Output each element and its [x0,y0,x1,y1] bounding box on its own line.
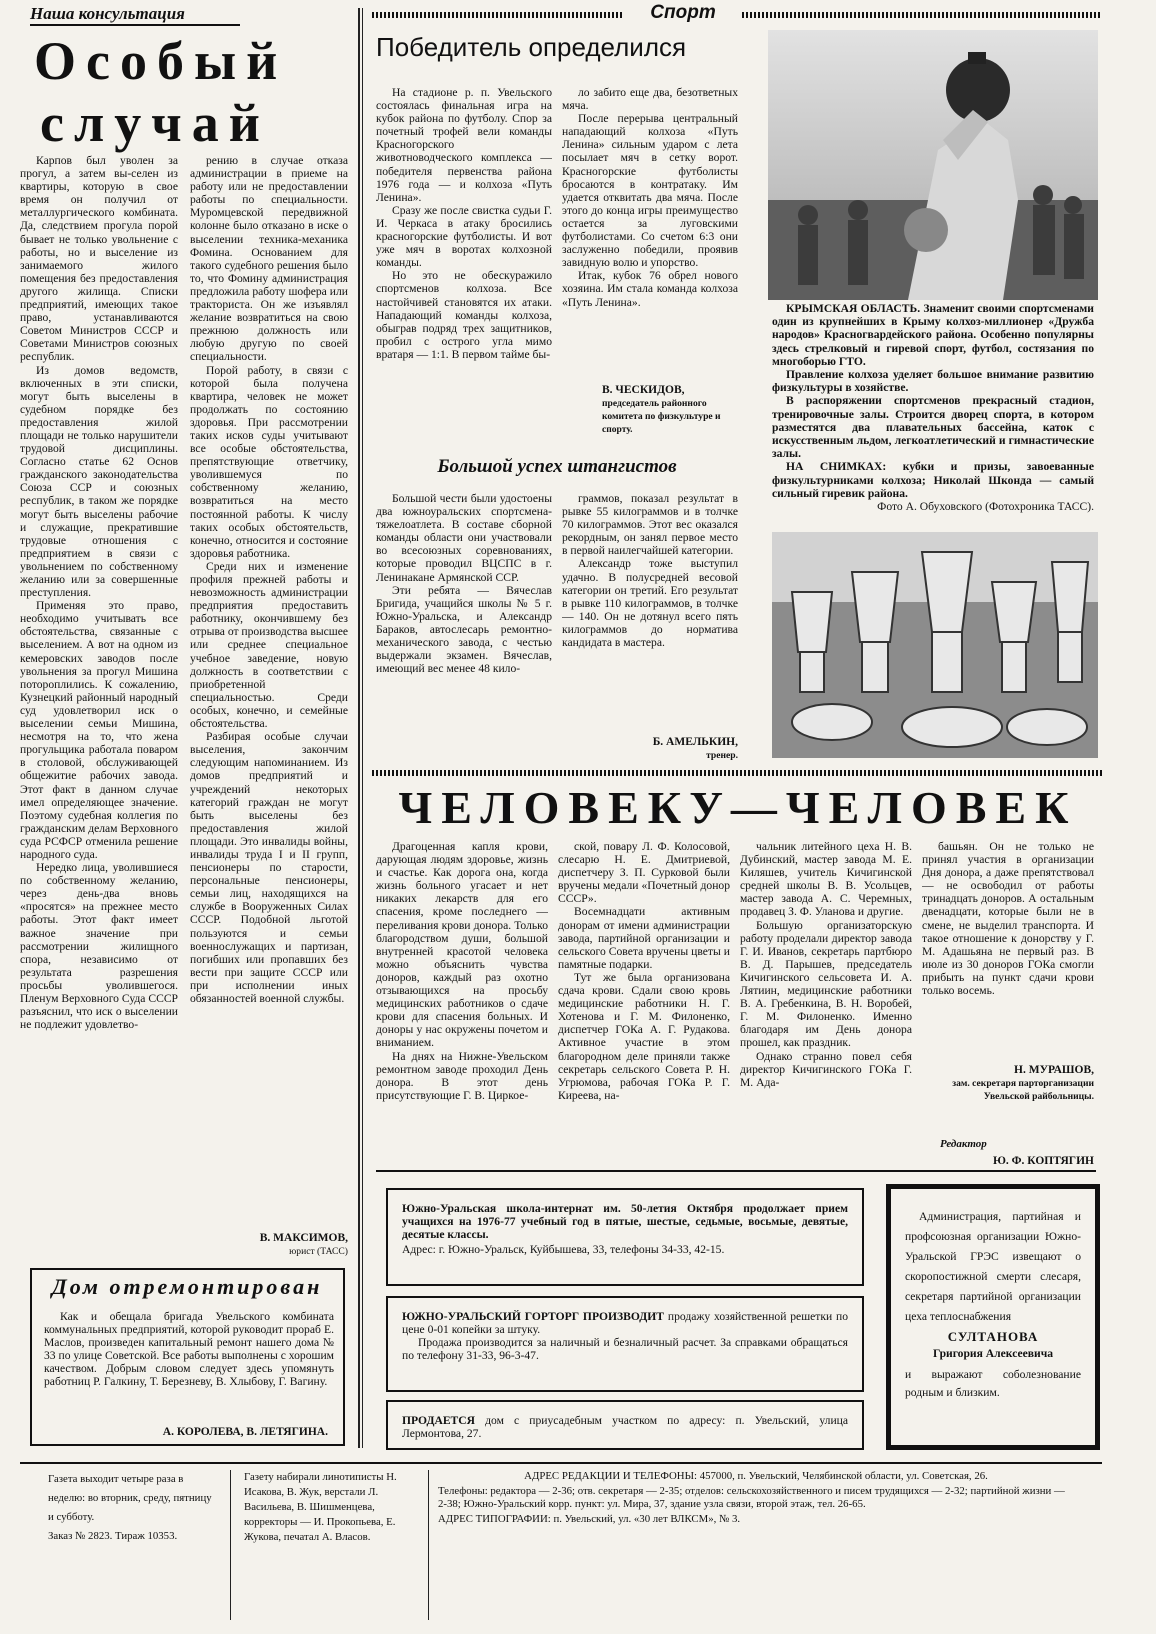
caption-paragraph: НА СНИМКАХ: кубки и призы, завоеванные физкультурниками колхоза; Николай Шконда — самый сильный гиревик района. [772,460,1094,500]
rubric-sport: Спорт [650,2,716,23]
section-underline [376,1170,1096,1172]
school-ad-address: Адрес: г. Южно-Уральск, Куйбышева, 33, телефоны 34-33, 42-15. [402,1243,725,1257]
paragraph: башьян. Он не только не принял участия в организации Дня донора, а даже препятствовал — не освободил от работы тринадцать доноров. А остальным двенадцати, которые были не в смене, не выделил транспорта. И такое отношение к донорству у Г. М. Адашьяна не первый раз. В июле из 30 доноров ГОКа смогли прибыть на пункт сдачи крови только восемь. [922,840,1094,998]
column-divider [362,8,363,1448]
author-signature [190,1232,348,1258]
footer-contacts [438,1470,1074,1526]
photo-credit: Фото А. Обуховского (Фотохроника ТАСС). [877,500,1094,514]
editor-label: Редактор [940,1138,987,1150]
winner-column-1 [376,86,552,446]
paragraph: Но это не обескуражило спортсменов колхоза. Все настойчивей становятся их атаки. Нападающий команды колхоза, обыграв подряд трех защитников, пробил с острого угла мимо вратаря — 1:1. В первом тайме бы- [376,269,552,361]
paragraph: чальник литейного цеха Н. В. Дубинский, мастер завода М. Е. Киляшев, учитель Кичигинской средней школы В. В. Усольцев, мастер завода А. С. Черемных, продавец З. Ф. Уланова и другие. [740,840,912,919]
paragraph: Как и обещала бригада Увельского комбината коммунальных предприятий, которой руководит прораб Е. Маслов, произведен капитальный ремонт нашего дома № 33 по улице Советской. Все работы выполнены с хорошим качеством. Добрым словом следует здесь упомянуть работниц Р. Галкину, Т. Березневу, В. Хлыбову, Г. Вагину. [44,1310,334,1389]
winner-signature [562,384,738,436]
photo-caption [772,302,1094,513]
author-role: зам. секретаря парторганизации Увельской райбольницы. [952,1078,1094,1102]
sale-ad [386,1400,864,1450]
paragraph: Драгоценная капля крови, дарующая людям здоровье, жизнь и счастье. Как дорога она, когда жизнь больного угасает и нет никаких лекарств для его спасения, кроме последнего — переливания крови донора. Только благородством души, большой внутренней красотой человека можно объяснить чувства доноров, каждый раз охотно отзывающихся на просьбу медицинских работников о сдаче крови для спасения больных. И доноры у нас окружены почетом и вниманием. [376,840,548,1050]
obituary-surname: СУЛТАНОВА [947,1329,1039,1344]
paragraph: Эти ребята — Вячеслав Бригида, учащийся школы № 5 г. Южно-Уральска, и Александр Бараков, автослесарь ремонтно-механического завода, с честью выдержали экзамен. Вячеслав, имеющий вес менее 48 кило- [376,583,552,676]
donor-title: ЧЕЛОВЕКУ—ЧЕЛОВЕК [398,782,1078,833]
footer-divider [230,1470,231,1620]
paragraph: ло забито еще два, безответных мяча. [562,86,738,113]
rubric-consultation [30,4,240,26]
author-name: Н. МУРАШОВ, [1014,1064,1094,1076]
weightlifter-image [768,30,1098,300]
paragraph: Порой работу, в связи с которой была получена квартира, человек не может продолжать по состоянию здоровья. При рассмотрении таких исков суды учитывают все особые обстоятельства, препятствующие ответчику, уволившемуся по собственному желанию, возвратиться на место постоянной работы. К числу таких особых обстоятельств, конечно, относится и состояние здоровья работника. [190,363,348,560]
author-name: В. МАКСИМОВ, [259,1232,348,1244]
rubric-text: Наша консультация [30,4,185,23]
footer-divider [428,1470,429,1620]
obituary-fullname: Григория Алексеевича [932,1347,1054,1360]
sport-rule-left [372,12,622,18]
sale-ad-heading: ПРОДАЕТСЯ [402,1414,476,1427]
school-ad-text: Южно-Уральская школа-интернат им. 50-летия Октября продолжает прием учащихся на 1976-77 учебный год в пятые, шестые, седьмые, восьмые, девятые, десятые классы. [402,1202,848,1242]
author-role: председатель районного комитета по физкультуре и спорту. [602,398,721,435]
editor-name: Ю. Ф. КОПТЯГИН [992,1155,1094,1167]
section-rule [372,770,1102,776]
editor-block [940,1138,1094,1150]
weights-column-1 [376,492,552,792]
school-ad [386,1188,864,1286]
article-column-1 [20,154,178,1254]
gorg-ad [386,1296,864,1392]
winner-title: Победитель определился [376,32,687,62]
letter-box [30,1268,345,1446]
paragraph: Сразу же после свистка судьи Г. И. Черкаса в атаку бросились красногорские футболисты. И вот уже мяч в воротах колхозной команды. [376,203,552,270]
column-divider [358,8,360,1448]
obituary-closing: и выражают соболезнование родным и близким. [905,1368,1081,1399]
paragraph: Большой чести были удостоены два южноуральских спортсмена-тяжелоатлета. В составе сборной команды области они участвовали во всесоюзных соревнованиях, которые проводил ВЦСПС в г. Ленинакане Армянской ССР. [376,492,552,584]
trophies-photo [772,532,1098,758]
caption-paragraph: В распоряжении спортсменов прекрасный стадион, тренировочные залы. Строится дворец спорта, в котором разместятся два плавательных бассейна, каток с искусственным льдом, легкоатлетический и гимнастические залы. [772,394,1094,461]
sale-ad-text [402,1414,848,1440]
footer-printshop-address: АДРЕС ТИПОГРАФИИ: п. Увельский, ул. «30 лет ВЛКСМ», № 3. [438,1513,741,1525]
paragraph: Среди них и изменение профиля прежней работы и невозможность администрации предприятия предоставить работнику, окончившему без отрыва от производства высшее или среднее специальное учебное заведение, новую должность в соответствии с приобретенной специальностью. Среди особых, конечно, и семейные обстоятельства. [190,559,348,731]
paragraph: После перерыва центральный нападающий колхоза «Путь Ленина» сильным ударом с лета посылает мяч в сетку ворот. Красногорские футболисты бросаются в контратаку. Им удается отквитать два мяча. После этого до конца игры преимущество остается за луговскими футболистами. Со счетом 6:3 они заслуженно победили, проявив завидную волю и упорство. [562,112,738,270]
footer-schedule: Газета выходит четыре раза в неделю: во вторник, среду, пятницу и субботу. [48,1473,212,1523]
paragraph: Разбирая особые случаи выселения, закончим следующим напоминанием. Из домов предприятий и учреждений некоторых категорий граждан не могут быть выселены без предоставления жилой площади. Это инвалиды войны, инвалиды труда I и II групп, пенсионеры по старости, персональные пенсионеры, семьи лиц, находящихся на службе в Вооруженных Силах СССР. Подобной льготой пользуются и семьи военнослужащих и партизан, погибших или пропавших без вести при защите СССР или при исполнении иных обязанностей военной службы. [190,730,348,1005]
gorg-ad-body: продажу хозяйственной решетки по цене 0-01 копейки за штуку. [402,1310,848,1337]
paragraph: Нередко лица, уволившиеся по собственному желанию, через день-два вновь «просятся» на прежнее место работы. Этот факт имеет важное значение при рассмотрении жилищного спора, независимо от результата разрешения просьбы уволившегося. Пленум Верховного Суда СССР разъяснил, что иск о выселении не подлежит удовлетво- [20,861,178,1032]
author-role: тренер. [706,750,738,761]
footer-phones: Телефоны: редактора — 2-36; отв. секретаря — 2-35; отделов: сельскохозяйственного и писем трудящихся — 2-32; партийной жизни — 2-38; Южно-Уральский корр. пункт: ул. Мира, 37, здание узла связи, второй этаж, тел. 26-65. [438,1485,1065,1510]
gorg-ad-note: Продажа производится за наличный и безналичный расчет. За справками обращаться по телефону 31-33, 96-3-47. [402,1336,848,1363]
footer-typesetters: Газету набирали линотиписты Н. Исакова, В. Жук, верстали Л. Васильева, В. Шишменцева, корректоры — И. Прокопьева, Е. Жукова, печатал А. Власов. [244,1471,397,1543]
paragraph: Однако странно повел себя директор Кичигинского ГОКа Г. М. Ада- [740,1049,912,1089]
caption-paragraph: КРЫМСКАЯ ОБЛАСТЬ. Знаменит своими спортсменами один из крупнейших в Крыму колхоз-миллионер «Дружба народов» Красногвардейского района. Особенно популярны здесь стрелковый и гиревой спорт, футбол, состязания по многоборью ГТО. [772,302,1094,368]
donor-column-3 [740,840,912,1165]
paragraph: На стадионе р. п. Увельского состоялась финальная игра на кубок района по футболу. Спор за почетный трофей вели команды Красногорского животноводческого комплекса — победителя первенства района 1976 года — и колхоза «Путь Ленина». [376,86,552,204]
sport-rule-right [742,12,1102,18]
donor-column-1 [376,840,548,1165]
paragraph: На днях на Нижне-Увельском ремонтном заводе проходил День донора. В этот день присутствующие Г. В. Циркое- [376,1049,548,1102]
paragraph: Тут же была организована сдача крови. Сдали свою кровь медицинские работники Н. Г. Хотенова и Г. М. Филоненко, диспетчер ГОКа А. Г. Рудакова. Активное участие в этом благородном деле приняли также секретарь сельского Совета Р. Н. Угрюмова, рабочая ГОКа Р. Г. Киреева, на- [558,970,730,1102]
gorg-ad-text [402,1310,848,1336]
gorg-ad-heading: ЮЖНО-УРАЛЬСКИЙ ГОРТОРГ ПРОИЗВОДИТ [402,1310,665,1323]
footer-rule [20,1462,1102,1464]
trophies-image [772,532,1098,758]
paragraph: ской, повару Л. Ф. Колосовой, слесарю Н. Е. Дмитриевой, диспетчеру З. П. Сурковой были вручены медали «Почетный донор СССР». [558,840,730,906]
sale-ad-body: дом с приусадебным участком по адресу: п. Увельский, улица Лермонтова, 27. [402,1414,848,1441]
author-name: В. ЧЕСКИДОВ, [602,384,685,396]
footer-publication-info [48,1470,218,1546]
paragraph: рению в случае отказа администрации в приеме на работу или не предоставлении работы по специальности. Муромцевской передвижной колонне было отказано в иске о выселении техника-механика Фомина. Основанием для такого судебного решения было то, что Фомину администрация предложила работу шофера или тракториста. Он же изъявлял желание возвратиться на свою прежнюю должность или любую другую по своей специальности. [190,154,348,364]
obituary [886,1184,1100,1450]
winner-column-2 [562,86,738,376]
author-role: юрист (ТАСС) [289,1246,348,1257]
donor-column-2 [558,840,730,1165]
paragraph: Применяя это право, необходимо учитывать все обстоятельства, связанные с выселением. А вот на одном из кемеровских заводов после увольнения за прогул Мишина потороплились. К сожалению, Кузнецкий районный народный суд удовлетворил иск о выселении семьи Мишина, несмотря на то, что жена прогульщика работала поваром в столовой, обслуживающей общежитие рабочих завода. Этот факт в данном случае имел определяющее значение. Поэтому судебная коллегия по гражданским делам Верховного суда РСФСР отменила решение народного суда. [20,599,178,861]
weightlifter-photo [768,30,1098,300]
donor-column-4 [922,840,1094,1060]
letter-text [44,1310,334,1410]
donor-signature [922,1064,1094,1103]
letter-title: Дом отремонтирован [51,1274,323,1299]
letter-signature: А. КОРОЛЕВА, В. ЛЕТЯГИНА. [162,1426,328,1438]
paragraph: Александр тоже выступил удачно. В полусредней весовой категории он третий. Его результат в рывке 110 килограммов, в толчке — 140. Он не дотянул всего пять килограммов до норматива кандидата в мастера. [562,557,738,650]
paragraph: граммов, показал результат в рывке 55 килограммов и в толчке 70 килограммов. Этот вес оказался рекордным, он занял первое место в первой наилегчайшей категории. [562,492,738,558]
article-title-line2: случай [40,93,270,153]
paragraph: Из домов ведомств, включенных в эти списки, могут быть выселены в судебном порядке без предоставления жилой площади не только нарушители трудовой дисциплины. Согласно статье 62 Основ гражданского законодательства Союза ССР и союзных республик, в таком же порядке могут быть выселены рабочие и служащие, прекратившие трудовые отношения с предприятием в связи с увольнением по собственному желанию или за совершенные преступления. [20,363,178,600]
weights-signature [562,736,738,762]
footer-order: Заказ № 2823. Тираж 10353. [48,1530,178,1542]
author-name: Б. АМЕЛЬКИН, [652,736,738,748]
obituary-text: Администрация, партийная и профсоюзная организации Южно-Уральской ГРЭС извещают о скоропостижной смерти слесаря, секретаря партийной организации цеха теплоснабжения [905,1210,1081,1323]
weights-column-2 [562,492,738,728]
article-column-2 [190,154,348,1229]
paragraph: Итак, кубок 76 обрел нового хозяина. Им стала команда колхоза «Путь Ленина». [562,269,738,309]
weights-title: Большой успех штангистов [437,456,677,477]
paragraph: Большую организаторскую работу проделали директор завода Г. И. Иванов, секретарь партбюро В. Д. Парышев, председатель Кичигинского сельсовета И. А. Лятиин, медицинские работники В. А. Гребенкина, В. Н. Воробей, Г. М. Филоненко. Именно благодаря им День донора прошел, как праздник. [740,918,912,1050]
footer-editorial-address: АДРЕС РЕДАКЦИИ И ТЕЛЕФОНЫ: 457000, п. Увельский, Челябинской области, ул. Советская, 26. [524,1470,988,1482]
paragraph: Карпов был уволен за прогул, а затем вы-селен из квартиры, которую в свое время он получил от металлургического комбината. Да, следствием прогула порой бывает не только увольнение с работы, но и выселение из занимаемого жилого помещения без предоставления другого жилища. Списки предприятий, имеющих такое право, устанавливаются Советом Министров СССР и Советами Министров союзных республик. [20,154,178,364]
paragraph: Восемнадцати активным донорам от имени администрации завода, партийной организации и сельского Совета вручены цветы и памятные подарки. [558,905,730,971]
article-title-line1: Особый [34,31,288,91]
caption-paragraph: Правление колхоза уделяет большое внимание развитию физкультуры в хозяйстве. [772,368,1094,395]
